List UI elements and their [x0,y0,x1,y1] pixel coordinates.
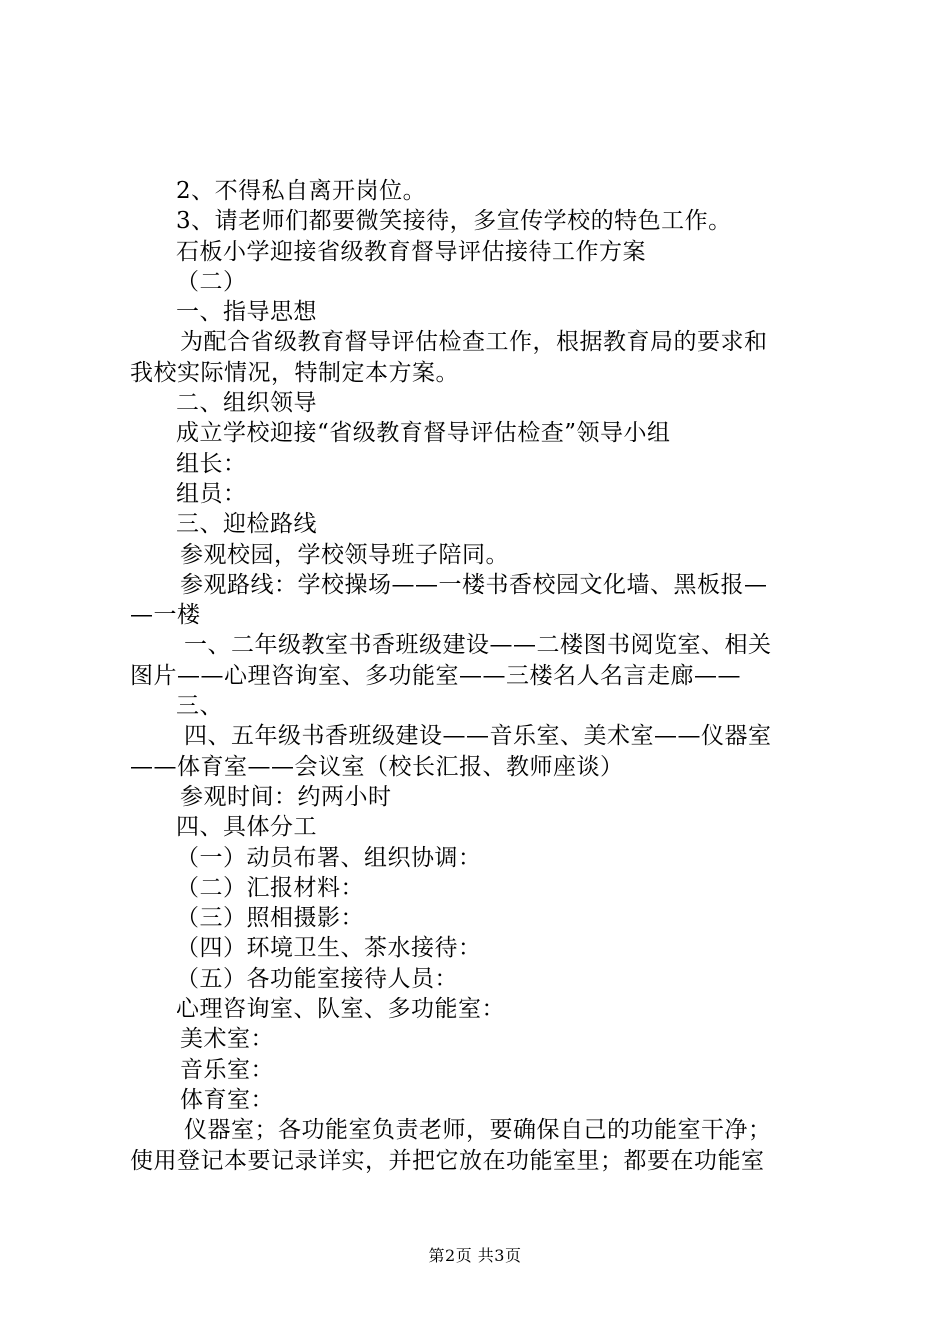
text-line: 组员： [176,480,247,507]
list-item: （四）环境卫生、茶水接待： [176,935,482,962]
section-heading: 一、指导思想 [176,299,317,326]
document-body [130,176,830,1176]
text-line: 仪器室；各功能室负责老师，要确保自己的功能室干净； [184,1117,772,1144]
text-line: 参观路线：学校操场——一楼书香校园文化墙、黑板报— [180,571,768,598]
text-line: 我校实际情况，特制定本方案。 [130,359,459,386]
text-line: 2、不得私自离开岗位。 [176,178,427,204]
text-line: 三、 [176,693,223,720]
list-item: （一）动员布署、组织协调： [176,844,482,871]
list-item: （五）各功能室接待人员： [176,965,458,992]
text-line: 图片——心理咨询室、多功能室——三楼名人名言走廊—— [130,662,741,689]
text-line: 3、请老师们都要微笑接待，多宣传学校的特色工作。 [176,208,732,235]
text-line: 四、五年级书香班级建设——音乐室、美术室——仪器室 [184,723,772,750]
text-line-justified: 为配合省级教育督导评估检查工作，根据教育局的要求和 [180,329,768,356]
document-title: 石板小学迎接省级教育督导评估接待工作方案 [176,238,646,265]
page-footer: 第2页 共3页 [428,1246,522,1265]
section-heading: 二、组织领导 [176,390,317,417]
document-subtitle: （二） [176,268,247,295]
text-line: 组长： [176,450,247,477]
text-line: 参观时间：约两小时 [180,783,392,810]
text-line: 参观校园，学校领导班子陪同。 [180,541,509,568]
text-line: 成立学校迎接“省级教育督导评估检查”领导小组 [176,420,671,447]
section-heading: 四、具体分工 [176,814,317,841]
text-line: 音乐室： [180,1056,274,1083]
text-line: 使用登记本要记录详实，并把它放在功能室里；都要在功能室 [130,1147,765,1174]
text-line: —一楼 [130,602,201,629]
section-heading: 三、迎检路线 [176,511,317,538]
list-item: （二）汇报材料： [176,874,364,901]
text-line: 心理咨询室、队室、多功能室： [176,996,505,1023]
text-line: 体育室： [180,1086,274,1113]
text-line: 美术室： [180,1026,274,1053]
list-item: （三）照相摄影： [176,905,364,932]
text-line: ——体育室——会议室（校长汇报、教师座谈） [130,753,624,780]
text-line: 一、二年级教室书香班级建设——二楼图书阅览室、相关 [184,632,772,659]
